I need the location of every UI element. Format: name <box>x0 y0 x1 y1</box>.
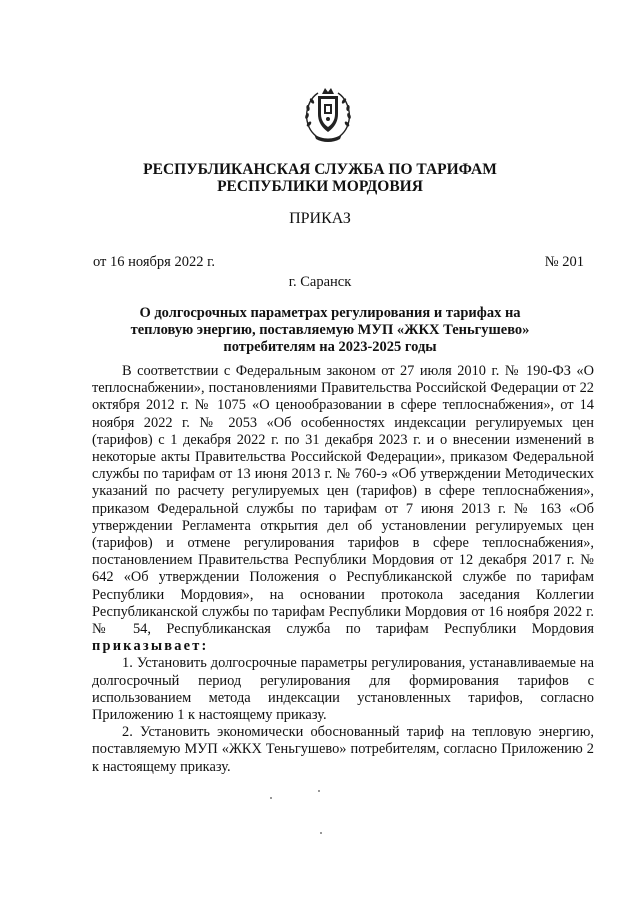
order-number: № 201 <box>544 254 584 270</box>
scan-speck <box>270 797 272 799</box>
document-type: ПРИКАЗ <box>289 210 351 227</box>
orders-keyword: приказывает: <box>92 638 209 655</box>
order-item-2: 2. Установить экономически обоснованный тариф на тепловую энергию, поставляемую МУП «ЖКХ Теньгушево» потребителям, согласно Приложению 2 к настоящему приказу. <box>92 724 594 775</box>
preamble-text: В соответствии с Федеральным законом от 27 июля 2010 г. № 190-ФЗ «О теплоснабжении», постановлениями Правительства Российской Федерации от 22 октября 2012 г. № 1075 «О ценообразовании в сфере теплоснабжения», от 14 ноября 2022 г. № 2053 «Об особенностях индексации регулируемых цен (тарифов) с 1 декабря 2022 г. по 31 декабря 2023 г. и о внесении изменений в некоторые акты Правительства Российской Федерации», приказом Федеральной службы по тарифам от 13 июня 2013 г. № 760-э «Об утверждении Методических указаний по расчету регулируемых цен (тарифов) в сфере теплоснабжения», приказом Федеральной службы по тарифам от 7 июня 2013 г. № 163 «Об утверждении Регламента открытия дел об установлении регулируемых цен (тарифов) и отмене регулирования тарифов в сфере теплоснабжения», постановлением Правительства Республики Мордовия от 12 декабря 2017 г. № 642 «Об утверждении Положения о Республиканской службе по тарифам Республики Мордовия», на основании протокола заседания Коллегии Республиканской службы по тарифам Республики Мордовия от 16 ноября 2022 г. № 54, Республиканская служба по тарифам Республики Мордовия <box>92 363 594 638</box>
order-date: от 16 ноября 2022 г. <box>93 254 216 270</box>
agency-name-line1: РЕСПУБЛИКАНСКАЯ СЛУЖБА ПО ТАРИФАМ <box>143 161 497 178</box>
scan-speck <box>320 832 322 834</box>
order-body <box>92 363 594 776</box>
preamble-paragraph <box>92 363 594 655</box>
order-subject <box>120 305 540 356</box>
order-item-1: 1. Установить долгосрочные параметры регулирования, устанавливаемые на долгосрочный период регулирования для формирования тарифов с использованием метода индексации установленных тарифов, согласно Приложению 1 к настоящему приказу. <box>92 655 594 724</box>
subject-line: тепловую энергию, поставляемую МУП «ЖКХ Теньгушево» <box>130 322 530 338</box>
subject-line: О долгосрочных параметрах регулирования и тарифах на <box>139 305 521 321</box>
order-city: г. Саранск <box>288 274 352 290</box>
subject-line: потребителям на 2023-2025 годы <box>223 339 437 355</box>
coat-of-arms-emblem <box>302 84 354 144</box>
agency-name-line2: РЕСПУБЛИКИ МОРДОВИЯ <box>217 178 423 195</box>
scan-speck <box>318 790 320 792</box>
